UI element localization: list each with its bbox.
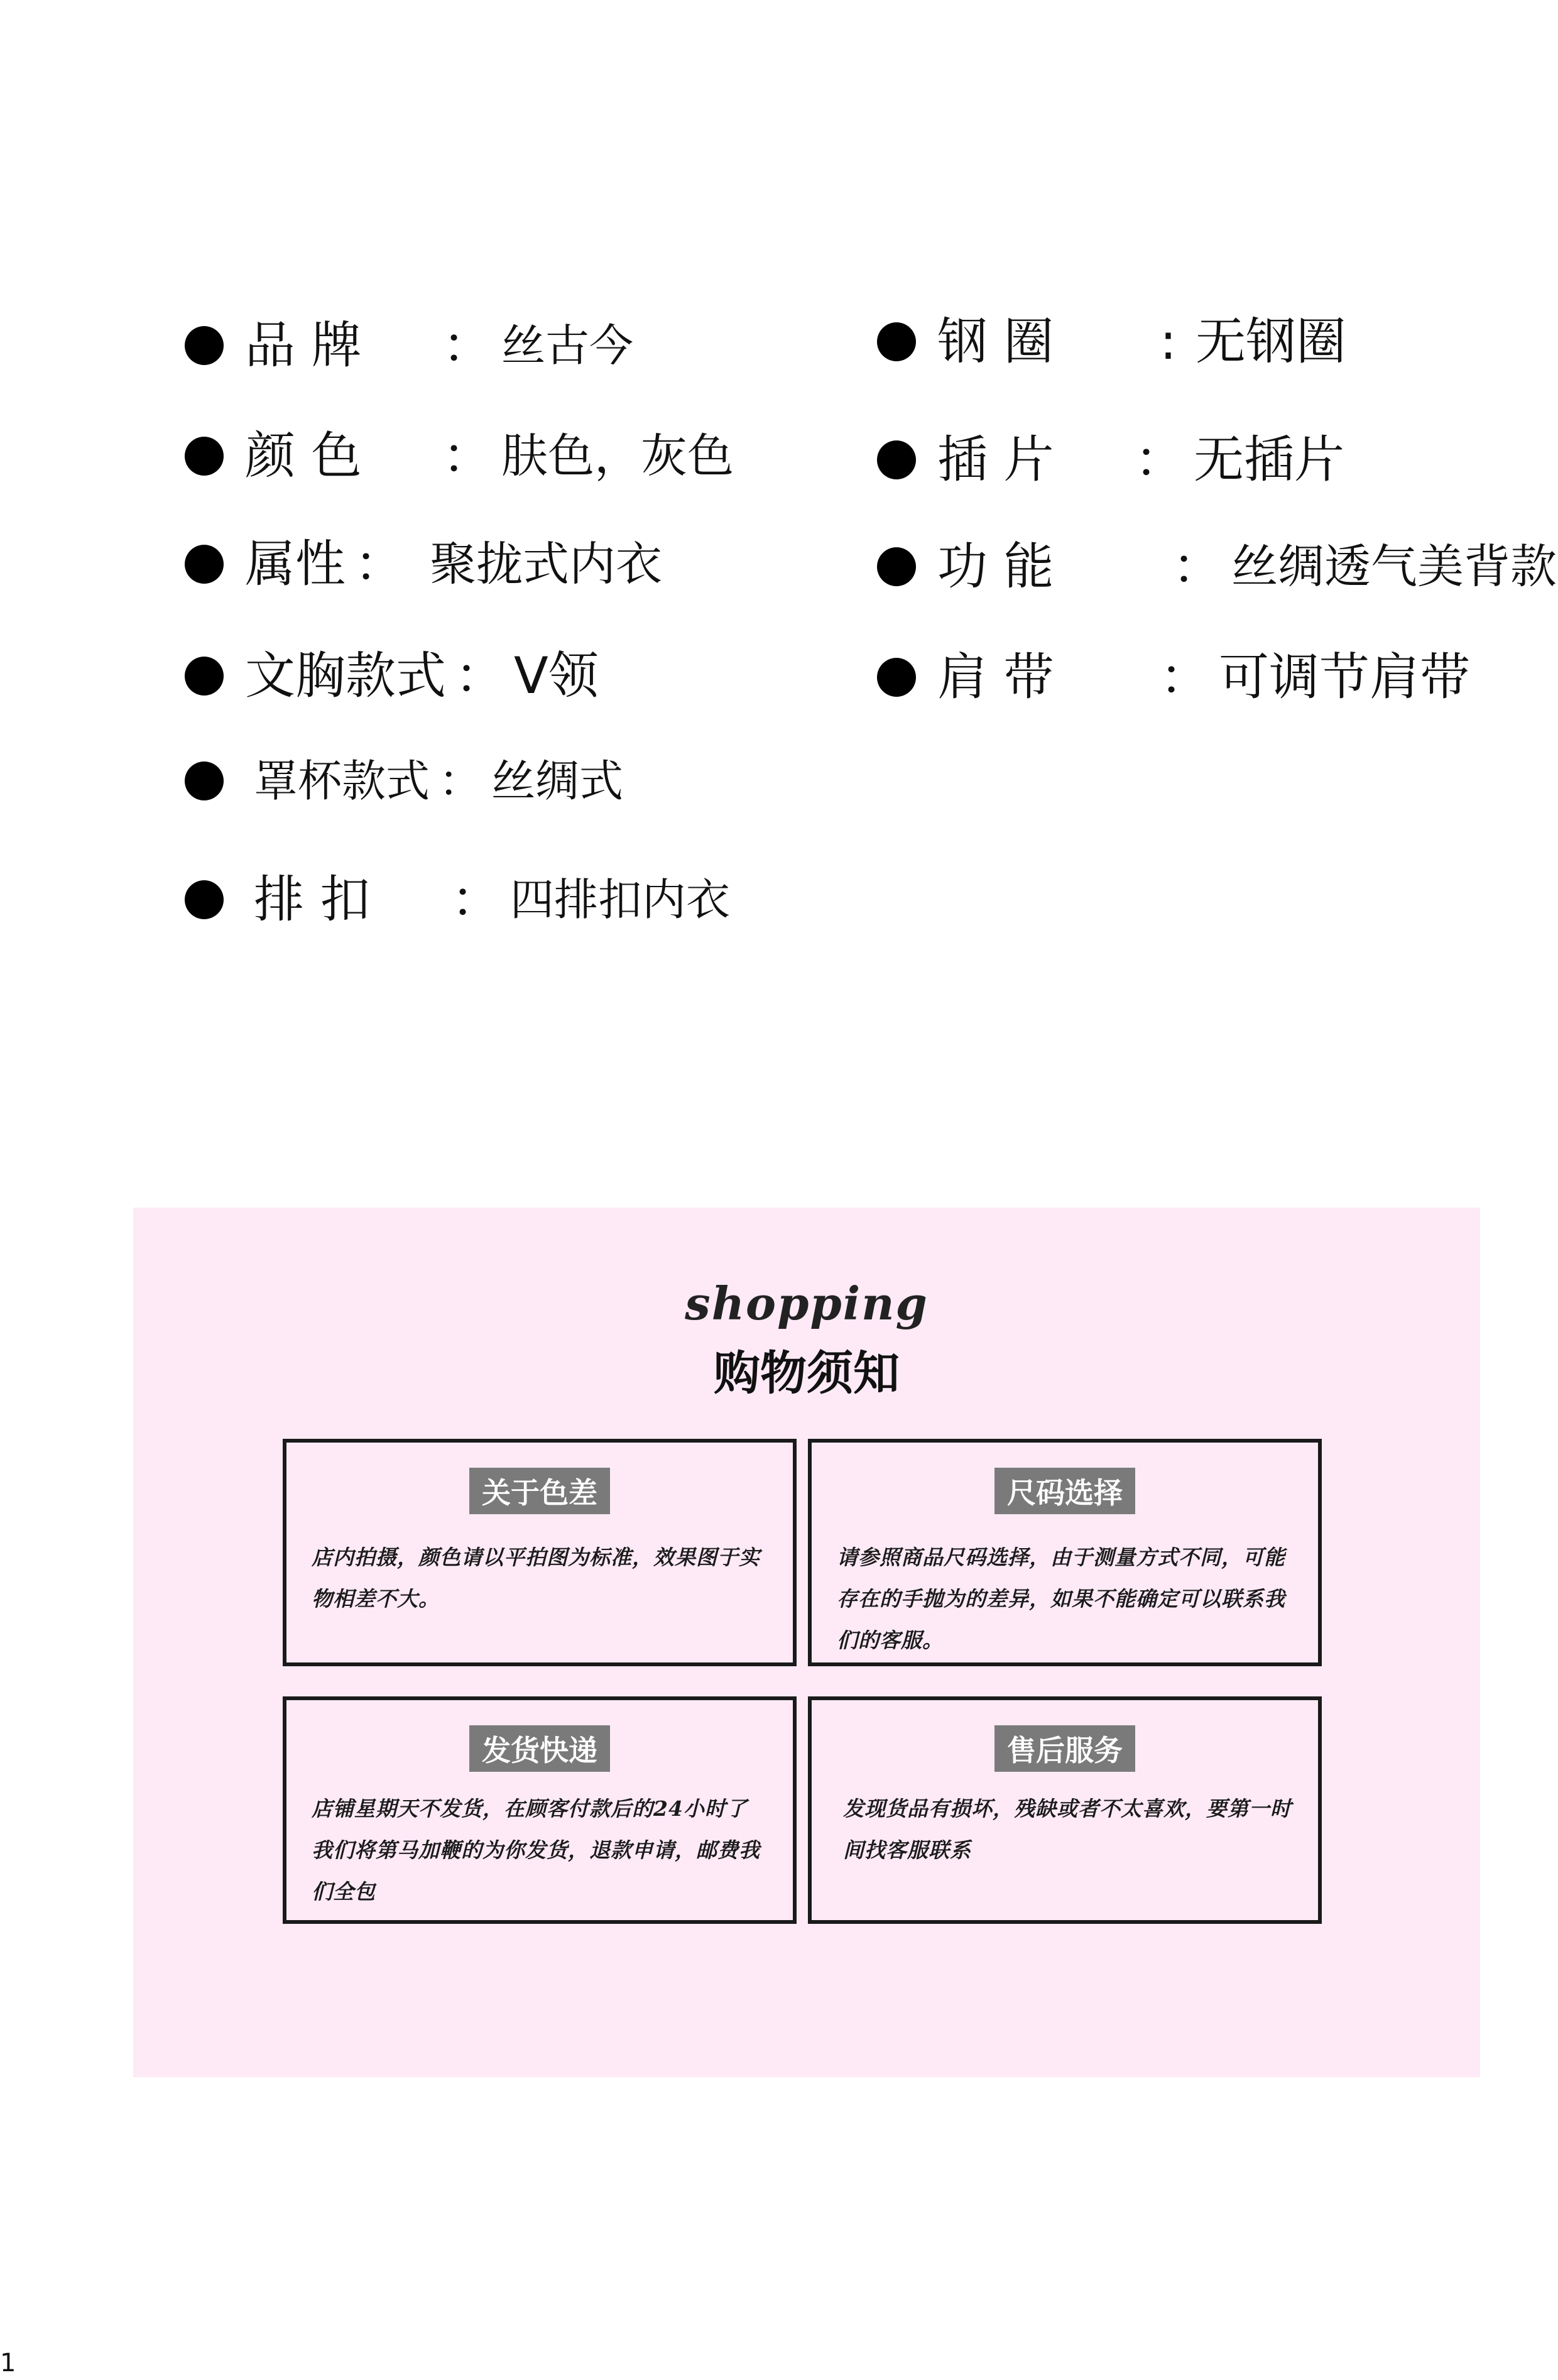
attr-value: 四排扣内衣 — [510, 874, 730, 925]
bullet-icon — [877, 440, 916, 479]
attr-value: 聚拢式内衣 — [430, 537, 662, 591]
label-char: 片 — [1003, 430, 1054, 489]
bullet-icon — [877, 547, 916, 586]
attr-value: 丝绸透气美背款 — [1231, 540, 1557, 594]
bullet-icon — [185, 880, 224, 919]
notice-card-shipping — [283, 1696, 797, 1924]
bullet-icon — [185, 437, 224, 476]
attr-value: 肤色，灰色 — [501, 429, 734, 483]
label-char: 带 — [1003, 648, 1054, 706]
separator: ： — [1160, 648, 1210, 706]
attr-value: 无插片 — [1194, 430, 1344, 489]
attr-pad — [877, 430, 1344, 489]
attr-label — [937, 312, 1151, 371]
attr-value: 丝绸式 — [491, 755, 623, 807]
attr-color — [185, 427, 734, 485]
label-char: 钢 — [937, 312, 988, 371]
attr-label: 罩杯款式 — [254, 755, 430, 807]
notice-card-color — [283, 1439, 797, 1666]
card-text: 店内拍摄，颜色请以平拍图为标准，效果图于实物相差不大。 — [312, 1545, 760, 1611]
separator: ： — [439, 755, 482, 807]
card-tag: 售后服务 — [994, 1725, 1135, 1772]
attr-label: 属性 — [245, 535, 346, 593]
attr-value: 无钢圈 — [1195, 312, 1346, 371]
bullet-icon — [877, 658, 916, 697]
label-char: 圈 — [1003, 312, 1054, 371]
label-char: 色 — [311, 427, 362, 485]
bullet-icon — [185, 657, 224, 696]
separator: ： — [1135, 430, 1185, 489]
label-char: 品 — [245, 316, 295, 374]
page-number: 1 — [0, 2349, 16, 2377]
label-char: 排 — [254, 870, 304, 929]
card-text: 请参照商品尺码选择，由于测量方式不同，可能存在的手抛为的差异，如果不能确定可以联系我们的客服。 — [837, 1545, 1285, 1652]
card-tag: 关于色差 — [469, 1468, 610, 1514]
attr-brand — [185, 316, 633, 374]
label-char: 能 — [1003, 537, 1054, 596]
attr-value: 可调节肩带 — [1219, 648, 1470, 706]
label-char: 插 — [937, 430, 988, 489]
label-char: 肩 — [937, 648, 988, 706]
label-char: 功 — [937, 537, 988, 596]
separator: : — [1160, 312, 1177, 371]
label-char: 颜 — [245, 427, 295, 485]
card-text: 店铺星期天不发货，在顾客付款后的24小时了我们将第马加鞭的为你发货，退款申请，邮费我们全包 — [312, 1796, 760, 1904]
notice-title: 购物须知 — [714, 1346, 900, 1400]
label-char: 扣 — [320, 870, 371, 929]
separator: ： — [442, 316, 493, 374]
attr-wire — [877, 312, 1346, 371]
separator: ： — [442, 427, 493, 485]
attr-label — [937, 537, 1163, 596]
attr-value: V领 — [514, 647, 599, 705]
card-tag: 发货快递 — [469, 1725, 610, 1772]
notice-card-size — [808, 1439, 1322, 1666]
shopping-notice-panel — [133, 1208, 1480, 2077]
bullet-icon — [185, 545, 224, 584]
card-text: 发现货品有损坏，残缺或者不太喜欢，要第一时间找客服联系 — [843, 1796, 1292, 1862]
separator: ： — [455, 647, 505, 705]
separator: ： — [451, 870, 501, 929]
attr-label — [937, 648, 1151, 706]
attr-value: 丝古今 — [501, 320, 633, 371]
attr-label: 文胸款式 — [245, 647, 446, 705]
attr-cup-style — [185, 755, 623, 807]
separator: ： — [354, 535, 405, 593]
label-char: 牌 — [311, 316, 362, 374]
script-title: shopping — [685, 1277, 929, 1330]
attr-clasp — [185, 870, 730, 929]
separator: ： — [1172, 537, 1223, 596]
attr-label — [937, 430, 1126, 489]
attr-strap — [877, 648, 1470, 706]
attr-label — [254, 870, 442, 929]
attr-label — [245, 427, 433, 485]
bullet-icon — [185, 761, 224, 800]
bullet-icon — [185, 326, 224, 365]
notice-card-after-sales — [808, 1696, 1322, 1924]
attr-function — [877, 537, 1557, 596]
attr-property — [185, 535, 662, 593]
card-tag: 尺码选择 — [994, 1468, 1135, 1514]
attr-label — [245, 316, 433, 374]
attr-bra-style — [185, 647, 599, 705]
bullet-icon — [877, 322, 916, 361]
